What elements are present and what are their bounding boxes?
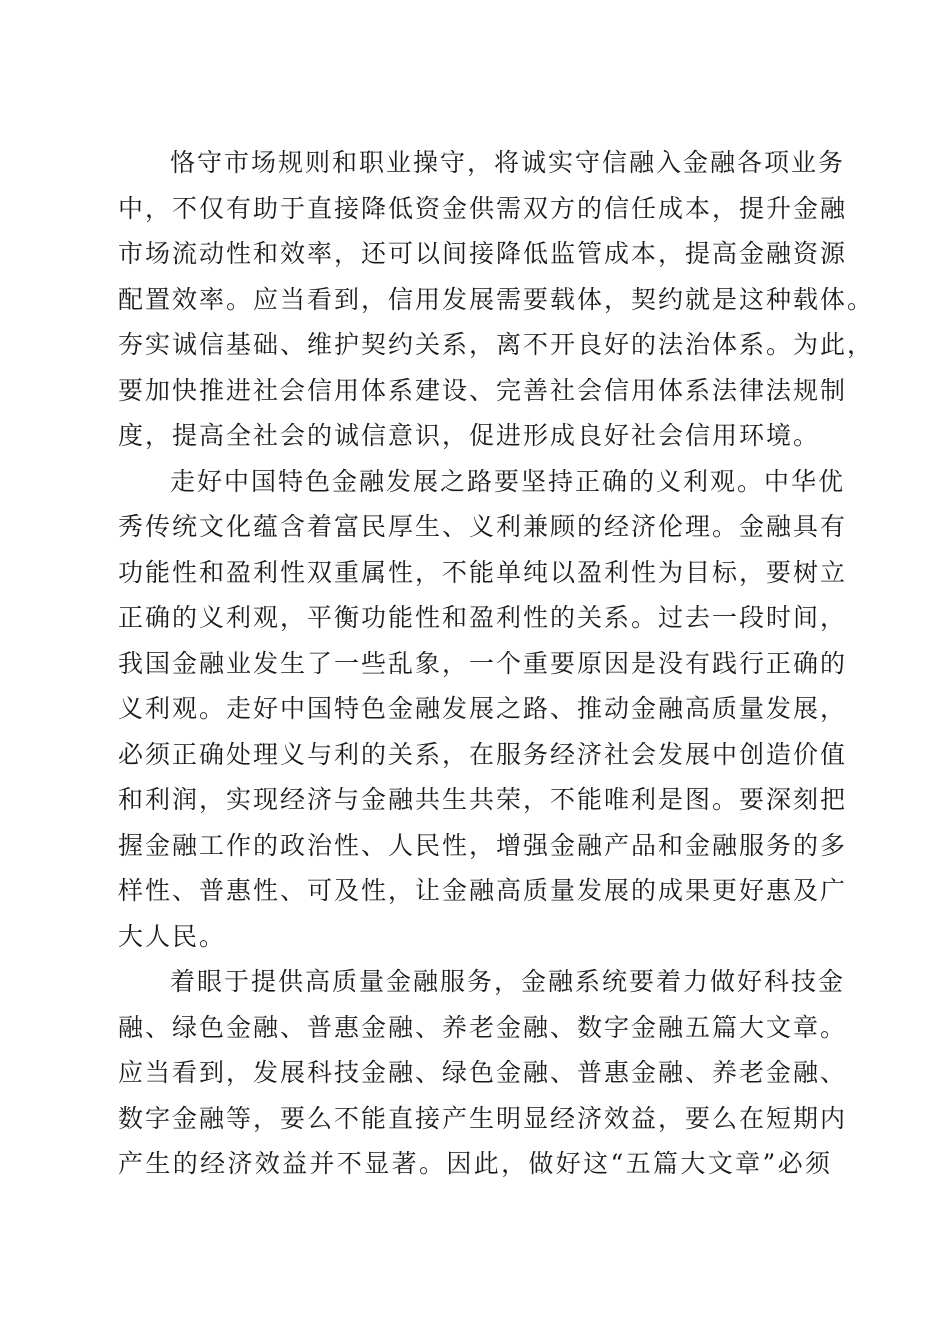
text-line: 正确的义利观，平衡功能性和盈利性的关系。过去一段时间， <box>118 603 848 632</box>
text-line: 功能性和盈利性双重属性，不能单纯以盈利性为目标，要树立 <box>118 557 848 587</box>
paragraph-3 <box>118 959 848 1187</box>
text-line: 要加快推进社会信用体系建设、完善社会信用体系法律法规制 <box>118 375 848 405</box>
paragraph-1 <box>118 140 875 459</box>
paragraph-2 <box>118 459 848 960</box>
text-line: 配置效率。应当看到，信用发展需要载体，契约就是这种载体。 <box>118 284 875 314</box>
text-line: 融、绿色金融、普惠金融、养老金融、数字金融五篇大文章。 <box>118 1012 848 1042</box>
text-line: 握金融工作的政治性、人民性，增强金融产品和金融服务的多 <box>118 830 848 860</box>
text-line: 义利观。走好中国特色金融发展之路、推动金融高质量发展， <box>118 694 848 723</box>
text-line: 秀传统文化蕴含着富民厚生、义利兼顾的经济伦理。金融具有 <box>118 512 848 541</box>
text-line: 度，提高全社会的诚信意识，促进形成良好社会信用环境。 <box>118 421 821 450</box>
text-line: 夯实诚信基础、维护契约关系，离不开良好的法治体系。为此， <box>118 330 875 359</box>
text-line: 我国金融业发生了一些乱象，一个重要原因是没有践行正确的 <box>118 648 848 678</box>
text-line: 必须正确处理义与利的关系，在服务经济社会发展中创造价值 <box>118 739 848 769</box>
document-page <box>118 140 875 1187</box>
text-line: 恪守市场规则和职业操守，将诚实守信融入金融各项业务 <box>170 148 846 177</box>
text-line: 应当看到，发展科技金融、绿色金融、普惠金融、养老金融、 <box>118 1058 848 1087</box>
text-line: 市场流动性和效率，还可以间接降低监管成本，提高金融资源 <box>118 239 848 268</box>
text-line: 产生的经济效益并不显著。因此，做好这“五篇大文章”必须 <box>118 1149 832 1178</box>
text-line: 和利润，实现经济与金融共生共荣，不能唯利是图。要深刻把 <box>118 785 848 814</box>
text-line: 中，不仅有助于直接降低资金供需双方的信任成本，提升金融 <box>118 193 848 223</box>
text-line: 走好中国特色金融发展之路要坚持正确的义利观。中华优 <box>170 466 846 496</box>
text-line: 数字金融等，要么不能直接产生明显经济效益，要么在短期内 <box>118 1103 848 1133</box>
text-line: 样性、普惠性、可及性，让金融高质量发展的成果更好惠及广 <box>118 876 848 905</box>
text-line: 着眼于提供高质量金融服务，金融系统要着力做好科技金 <box>170 967 846 996</box>
text-line: 大人民。 <box>118 921 227 951</box>
